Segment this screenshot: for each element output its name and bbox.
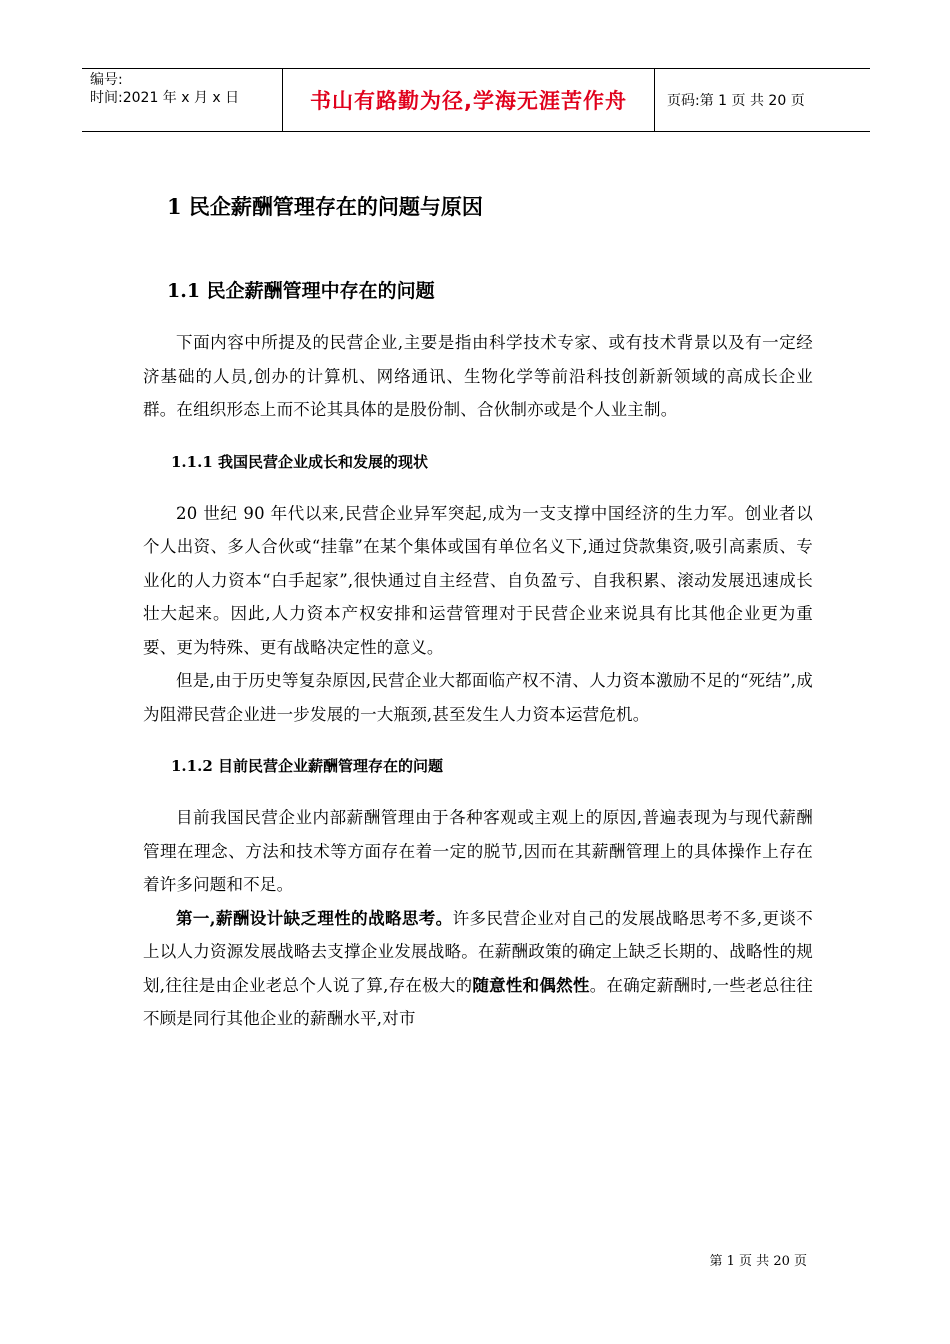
first-problem-emphasis: 随意性和偶然性 [472, 975, 590, 995]
time-label: 时间:2021 年 x 月 x 日 [90, 90, 240, 106]
paragraph-problems-cause: 但是,由于历史等复杂原因,民营企业大都面临产权不清、人力资本激励不足的“死结”,成为阻滞民营企业进一步发展的一大瓶颈,甚至发生人力资本运营危机。 [143, 671, 813, 724]
page-label: 页码:第 1 页 共 20 页 [667, 93, 805, 109]
motto-text: 书山有路勤为径,学海无涯苦作舟 [310, 89, 627, 113]
section-title: 1.1 民企薪酬管理中存在的问题 [167, 280, 435, 302]
document-header [82, 68, 870, 132]
first-problem-text-b: 。在确定薪酬时,一些老总往往不顾是同行其他企业的薪酬水平,对市 [143, 975, 813, 1028]
paragraph-first-problem [143, 902, 813, 1036]
header-meta [82, 69, 282, 131]
subsection-title-status: 1.1.1 我国民营企业成长和发展的现状 [171, 452, 428, 471]
paragraph-status: 20 世纪 90 年代以来,民营企业异军突起,成为一支支撑中国经济的生力军。创业者以个人出资、多人合伙或“挂靠”在某个集体或国有单位名义下,通过贷款集资,吸引高素质、专业化的人力资本“白手起家”,很快通过自主经营、自负盈亏、自我积累、滚动发展迅速成长壮大起来。因此,人力资本产权安排和运营管理对于民营企业来说具有比其他企业更为重要、更为特殊、更有战略决定性的意义。 [143, 503, 813, 657]
header-page-cell [655, 69, 870, 131]
first-problem-heading: 第一,薪酬设计缺乏理性的战略思考。 [176, 908, 453, 928]
subsection-title-problems: 1.1.2 目前民营企业薪酬管理存在的问题 [171, 757, 443, 775]
chapter-title: 1 民企薪酬管理存在的问题与原因 [167, 194, 483, 219]
paragraph-problems-intro: 目前我国民营企业内部薪酬管理由于各种客观或主观上的原因,普遍表现为与现代薪酬管理在理念、方法和技术等方面存在着一定的脱节,因而在其薪酬管理上的具体操作上存在着许多问题和不足。 [143, 808, 813, 894]
header-motto-cell [282, 69, 655, 131]
number-label: 编号: [90, 72, 123, 88]
paragraph-intro: 下面内容中所提及的民营企业,主要是指由科学技术专家、或有技术背景以及有一定经济基础的人员,创办的计算机、网络通讯、生物化学等前沿科技创新新领域的高成长企业群。在组织形态上而不论其具体的是股份制、合伙制亦或是个人业主制。 [143, 333, 813, 419]
page-footer: 第 1 页 共 20 页 [709, 1254, 807, 1269]
first-problem-text-a: 许多民营企业对自己的发展战略思考不多,更谈不上以人力资源发展战略去支撑企业发展战略。在薪酬政策的确定上缺乏长期的、战略性的规划,往往是由企业老总个人说了算,存在极大的 [143, 908, 813, 995]
document-body [143, 190, 813, 1036]
